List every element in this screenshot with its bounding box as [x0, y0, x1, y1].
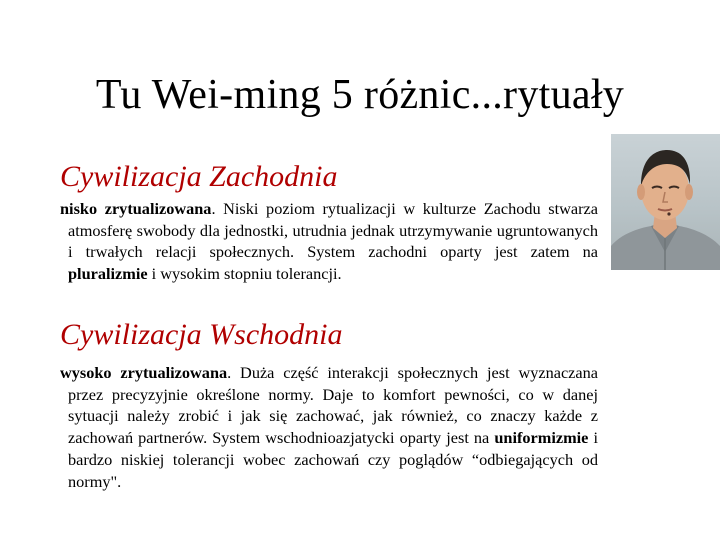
text-eastern-1: . Duża część interakcji społecznych jest wyznaczana przez precyzyjnie określone normy. Daje to komfort pewności, co w danej sytuacji należy zrobić i jak się zachować, jak również, co znaczy każde z zachowań partnerów. System wschodnioazjatycki oparty jest na — [68, 363, 598, 448]
lead-western: nisko zrytualizowana — [60, 199, 212, 218]
paragraph-eastern — [60, 362, 598, 492]
paragraph-western — [60, 198, 598, 285]
slide-title: Tu Wei-ming 5 różnic...rytuały — [95, 72, 625, 118]
text-western-2: i wysokim stopniu tolerancji. — [147, 264, 342, 284]
text-eastern-2: i bardzo niskiej tolerancji wobec zachowań czy poglądów “odbiegających od normy". — [68, 428, 598, 491]
lead-eastern: wysoko zrytualizowana — [60, 363, 228, 382]
emph-western: pluralizmie — [68, 264, 148, 284]
heading-eastern: Cywilizacja Wschodnia — [60, 318, 343, 351]
text-western-1: . Niski poziom rytualizacji w kulturze Zachodu stwarza atmosferę swobody dla jednostki, utrudnia jednak utrzymywanie ugruntowanych i trwałych relacji społecznych. System zachodni oparty jest zatem na — [68, 199, 598, 262]
heading-western: Cywilizacja Zachodnia — [60, 160, 338, 193]
emph-eastern: uniformizmie — [494, 428, 589, 448]
portrait-figure-icon — [611, 134, 720, 270]
portrait-photo — [611, 134, 720, 270]
